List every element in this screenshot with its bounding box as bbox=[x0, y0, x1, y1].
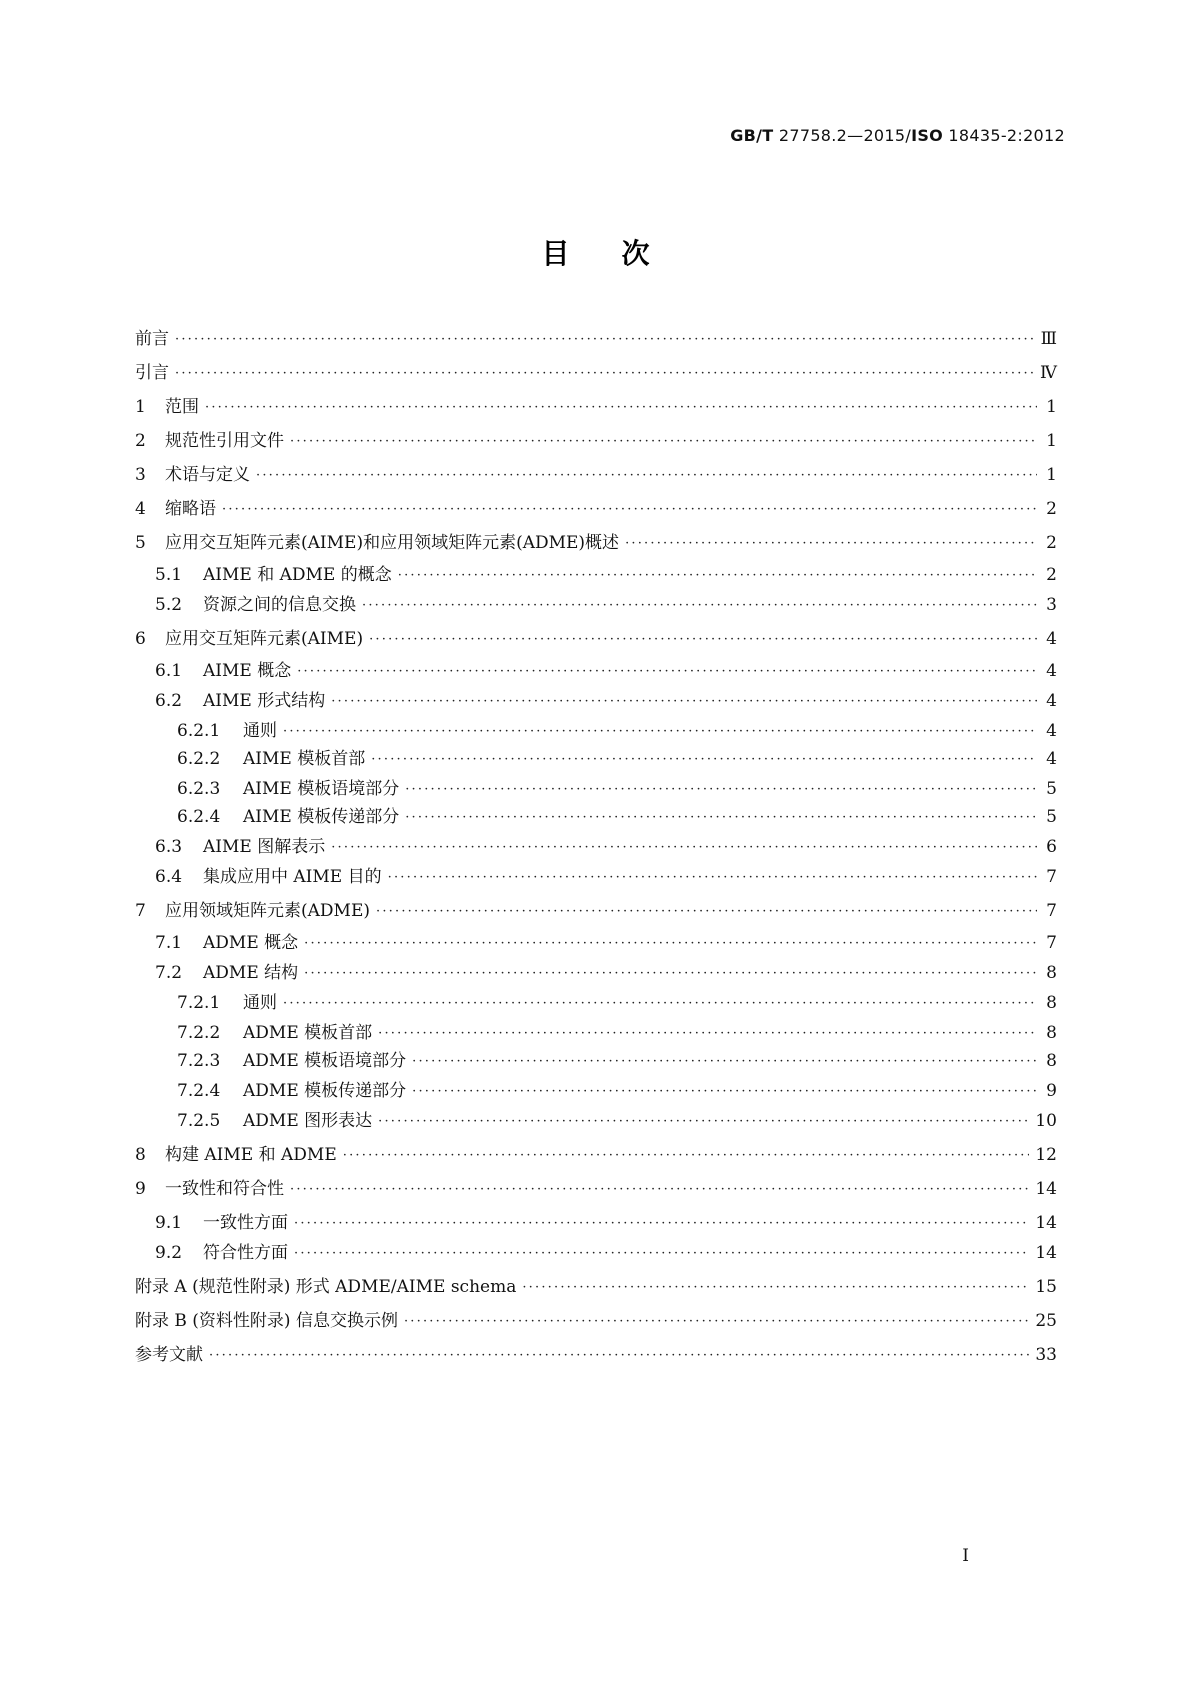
toc-entry[interactable] bbox=[135, 900, 1057, 922]
toc-entry-number: 5 bbox=[135, 533, 146, 553]
toc-entry-page: 33 bbox=[1035, 1345, 1057, 1365]
toc-dot-leader bbox=[625, 532, 1037, 554]
toc-entry-page: 1 bbox=[1046, 465, 1057, 485]
toc-entry-number: 9.1 bbox=[155, 1213, 183, 1233]
toc-entry-page: 12 bbox=[1035, 1145, 1057, 1165]
toc-entry-label: 附录 A (规范性附录) 形式 ADME/AIME schema bbox=[135, 1277, 517, 1297]
toc-dot-leader bbox=[371, 748, 1037, 770]
toc-dot-leader bbox=[412, 1050, 1037, 1072]
toc-dot-leader bbox=[362, 594, 1037, 616]
toc-entry[interactable] bbox=[135, 748, 1057, 770]
toc-entry-number: 7.2.3 bbox=[177, 1051, 221, 1071]
std-number: 27758.2—2015/ bbox=[773, 126, 912, 145]
toc-entry[interactable] bbox=[135, 1110, 1057, 1132]
toc-dot-leader bbox=[294, 1212, 1029, 1234]
toc-dot-leader bbox=[343, 1144, 1030, 1166]
toc-entry-label: 构建 AIME 和 ADME bbox=[165, 1145, 337, 1165]
toc-dot-leader bbox=[404, 1310, 1029, 1332]
toc-entry-page: 5 bbox=[1046, 779, 1057, 799]
toc-entry-number: 7.2.4 bbox=[177, 1081, 221, 1101]
toc-entry-label: ADME 结构 bbox=[203, 963, 299, 983]
toc-entry-label: ADME 模板首部 bbox=[243, 1023, 373, 1043]
toc-entry[interactable] bbox=[135, 932, 1057, 954]
toc-entry-page: 3 bbox=[1046, 595, 1057, 615]
toc-entry-number: 7.2.2 bbox=[177, 1023, 221, 1043]
toc-entry-number: 7.2 bbox=[155, 963, 183, 983]
toc-dot-leader bbox=[304, 962, 1037, 984]
toc-entry-page: 14 bbox=[1035, 1243, 1057, 1263]
toc-entry-label: 应用交互矩阵元素(AIME) bbox=[165, 629, 364, 649]
toc-entry[interactable] bbox=[135, 1276, 1057, 1298]
toc-entry[interactable] bbox=[135, 396, 1057, 418]
toc-entry-page: 2 bbox=[1046, 533, 1057, 553]
toc-entry-number: 7.2.5 bbox=[177, 1111, 221, 1131]
toc-entry-page: 4 bbox=[1046, 749, 1057, 769]
toc-entry-number: 4 bbox=[135, 499, 146, 519]
toc-dot-leader bbox=[290, 430, 1037, 452]
toc-dot-leader bbox=[405, 806, 1037, 828]
toc-entry-label: 缩略语 bbox=[165, 499, 216, 519]
toc-entry-label: AIME 图解表示 bbox=[203, 837, 326, 857]
toc-entry-page: 10 bbox=[1035, 1111, 1057, 1131]
toc-entry-page: 7 bbox=[1046, 867, 1057, 887]
toc-dot-leader bbox=[256, 464, 1037, 486]
toc-entry-label: ADME 概念 bbox=[203, 933, 299, 953]
toc-entry-number: 6.4 bbox=[155, 867, 183, 887]
toc-entry-label: 一致性方面 bbox=[203, 1213, 288, 1233]
toc-entry-page: 7 bbox=[1046, 933, 1057, 953]
toc-entry[interactable] bbox=[135, 1344, 1057, 1366]
toc-entry[interactable] bbox=[135, 660, 1057, 682]
toc-entry-label: 应用交互矩阵元素(AIME)和应用领域矩阵元素(ADME)概述 bbox=[165, 533, 620, 553]
toc-dot-leader bbox=[331, 836, 1037, 858]
toc-entry-label: 资源之间的信息交换 bbox=[203, 595, 356, 615]
toc-entry-page: 1 bbox=[1046, 431, 1057, 451]
toc-dot-leader bbox=[405, 778, 1037, 800]
toc-entry-label: ADME 模板语境部分 bbox=[243, 1051, 407, 1071]
std-iso-number: 18435-2:2012 bbox=[943, 126, 1065, 145]
toc-entry[interactable] bbox=[135, 594, 1057, 616]
toc-entry[interactable] bbox=[135, 430, 1057, 452]
toc-entry-label: 通则 bbox=[243, 721, 277, 741]
toc-entry-page: 4 bbox=[1046, 691, 1057, 711]
toc-entry-label: 参考文献 bbox=[135, 1345, 203, 1365]
toc-entry-number: 7.2.1 bbox=[177, 993, 221, 1013]
toc-entry-label: AIME 形式结构 bbox=[203, 691, 326, 711]
toc-entry-page: Ⅲ bbox=[1040, 329, 1057, 349]
toc-entry-label: 符合性方面 bbox=[203, 1243, 288, 1263]
toc-entry-label: AIME 概念 bbox=[203, 661, 292, 681]
toc-entry-page: 6 bbox=[1046, 837, 1057, 857]
toc-entry-page: 8 bbox=[1046, 963, 1057, 983]
toc-entry[interactable] bbox=[135, 866, 1057, 888]
toc-entry-number: 7 bbox=[135, 901, 146, 921]
toc-entry-label: 范围 bbox=[165, 397, 199, 417]
toc-entry[interactable] bbox=[135, 1242, 1057, 1264]
toc-entry-number: 9.2 bbox=[155, 1243, 183, 1263]
toc-entry-page: 8 bbox=[1046, 1051, 1057, 1071]
toc-entry[interactable] bbox=[135, 962, 1057, 984]
toc-entry-label: AIME 模板首部 bbox=[243, 749, 366, 769]
toc-dot-leader bbox=[304, 932, 1037, 954]
toc-entry-label: 集成应用中 AIME 目的 bbox=[203, 867, 382, 887]
toc-entry[interactable] bbox=[135, 1022, 1057, 1044]
toc-entry-page: 8 bbox=[1046, 1023, 1057, 1043]
toc-entry[interactable] bbox=[135, 564, 1057, 586]
toc-entry-label: 附录 B (资料性附录) 信息交换示例 bbox=[135, 1311, 398, 1331]
toc-entry-page: 9 bbox=[1046, 1081, 1057, 1101]
toc-entry[interactable] bbox=[135, 1144, 1057, 1166]
toc-dot-leader bbox=[290, 1178, 1029, 1200]
toc-entry-label: 应用领域矩阵元素(ADME) bbox=[165, 901, 370, 921]
toc-entry-number: 6.2 bbox=[155, 691, 183, 711]
toc-entry-number: 6.1 bbox=[155, 661, 183, 681]
toc-entry-page: 8 bbox=[1046, 993, 1057, 1013]
toc-entry-page: 14 bbox=[1035, 1213, 1057, 1233]
toc-entry-label: 通则 bbox=[243, 993, 277, 1013]
toc-entry-page: 4 bbox=[1046, 629, 1057, 649]
toc-entry-number: 6.2.2 bbox=[177, 749, 221, 769]
toc-entry-number: 8 bbox=[135, 1145, 146, 1165]
toc-entry[interactable] bbox=[135, 328, 1057, 350]
std-prefix: GB/T bbox=[730, 126, 774, 145]
toc-dot-leader bbox=[388, 866, 1037, 888]
toc-entry[interactable] bbox=[135, 806, 1057, 828]
toc-dot-leader bbox=[205, 396, 1037, 418]
toc-entry[interactable] bbox=[135, 628, 1057, 650]
toc-dot-leader bbox=[283, 992, 1037, 1014]
toc-entry-number: 6.3 bbox=[155, 837, 183, 857]
page-number: I bbox=[962, 1546, 969, 1566]
toc-entry-number: 6.2.4 bbox=[177, 807, 221, 827]
toc-entry-page: 4 bbox=[1046, 661, 1057, 681]
toc-entry-label: 前言 bbox=[135, 329, 169, 349]
toc-entry[interactable] bbox=[135, 1178, 1057, 1200]
toc-entry-page: 25 bbox=[1035, 1311, 1057, 1331]
toc-entry[interactable] bbox=[135, 992, 1057, 1014]
toc-dot-leader bbox=[412, 1080, 1037, 1102]
toc-entry-label: 规范性引用文件 bbox=[165, 431, 284, 451]
toc-entry-label: AIME 和 ADME 的概念 bbox=[203, 565, 392, 585]
toc-entry-page: Ⅳ bbox=[1040, 363, 1057, 383]
standard-number-header bbox=[730, 126, 1065, 145]
toc-entry-number: 6 bbox=[135, 629, 146, 649]
toc-entry-label: ADME 图形表达 bbox=[243, 1111, 373, 1131]
toc-entry-label: AIME 模板传递部分 bbox=[243, 807, 400, 827]
toc-entry-label: 术语与定义 bbox=[165, 465, 250, 485]
toc-dot-leader bbox=[369, 628, 1037, 650]
toc-entry[interactable] bbox=[135, 532, 1057, 554]
toc-entry-page: 1 bbox=[1046, 397, 1057, 417]
toc-entry-number: 6.2.1 bbox=[177, 721, 221, 741]
toc-dot-leader bbox=[378, 1110, 1029, 1132]
toc-entry-number: 1 bbox=[135, 397, 146, 417]
toc-entry-number: 5.1 bbox=[155, 565, 183, 585]
toc-entry[interactable] bbox=[135, 362, 1057, 384]
page-title: 目次 bbox=[541, 237, 702, 270]
toc-entry-page: 7 bbox=[1046, 901, 1057, 921]
toc-entry[interactable] bbox=[135, 1310, 1057, 1332]
toc-dot-leader bbox=[283, 720, 1037, 742]
toc-entry-label: ADME 模板传递部分 bbox=[243, 1081, 407, 1101]
toc-entry-label: AIME 模板语境部分 bbox=[243, 779, 400, 799]
toc-entry-label: 一致性和符合性 bbox=[165, 1179, 284, 1199]
toc-entry-page: 14 bbox=[1035, 1179, 1057, 1199]
toc-entry[interactable] bbox=[135, 778, 1057, 800]
toc-entry-number: 7.1 bbox=[155, 933, 183, 953]
toc-dot-leader bbox=[175, 328, 1035, 350]
toc-entry[interactable] bbox=[135, 720, 1057, 742]
toc-entry[interactable] bbox=[135, 464, 1057, 486]
toc-entry[interactable] bbox=[135, 836, 1057, 858]
toc-entry[interactable] bbox=[135, 1212, 1057, 1234]
toc-dot-leader bbox=[376, 900, 1037, 922]
toc-entry[interactable] bbox=[135, 1050, 1057, 1072]
toc-dot-leader bbox=[378, 1022, 1037, 1044]
toc-entry-label: 引言 bbox=[135, 363, 169, 383]
toc-dot-leader bbox=[222, 498, 1037, 520]
toc-dot-leader bbox=[209, 1344, 1029, 1366]
toc-dot-leader bbox=[331, 690, 1037, 712]
toc-entry-number: 6.2.3 bbox=[177, 779, 221, 799]
toc-dot-leader bbox=[522, 1276, 1029, 1298]
std-iso: ISO bbox=[911, 126, 944, 145]
toc-entry-page: 15 bbox=[1035, 1277, 1057, 1297]
toc-entry-number: 5.2 bbox=[155, 595, 183, 615]
toc-entry-page: 2 bbox=[1046, 499, 1057, 519]
toc-entry-number: 2 bbox=[135, 431, 146, 451]
toc-entry-number: 9 bbox=[135, 1179, 146, 1199]
toc-entry-page: 4 bbox=[1046, 721, 1057, 741]
toc-dot-leader bbox=[398, 564, 1037, 586]
toc-entry[interactable] bbox=[135, 498, 1057, 520]
toc-dot-leader bbox=[297, 660, 1037, 682]
toc-dot-leader bbox=[294, 1242, 1029, 1264]
toc-entry-page: 5 bbox=[1046, 807, 1057, 827]
toc-entry[interactable] bbox=[135, 1080, 1057, 1102]
toc-entry[interactable] bbox=[135, 690, 1057, 712]
toc-entry-number: 3 bbox=[135, 465, 146, 485]
toc-entry-page: 2 bbox=[1046, 565, 1057, 585]
toc-dot-leader bbox=[175, 362, 1034, 384]
